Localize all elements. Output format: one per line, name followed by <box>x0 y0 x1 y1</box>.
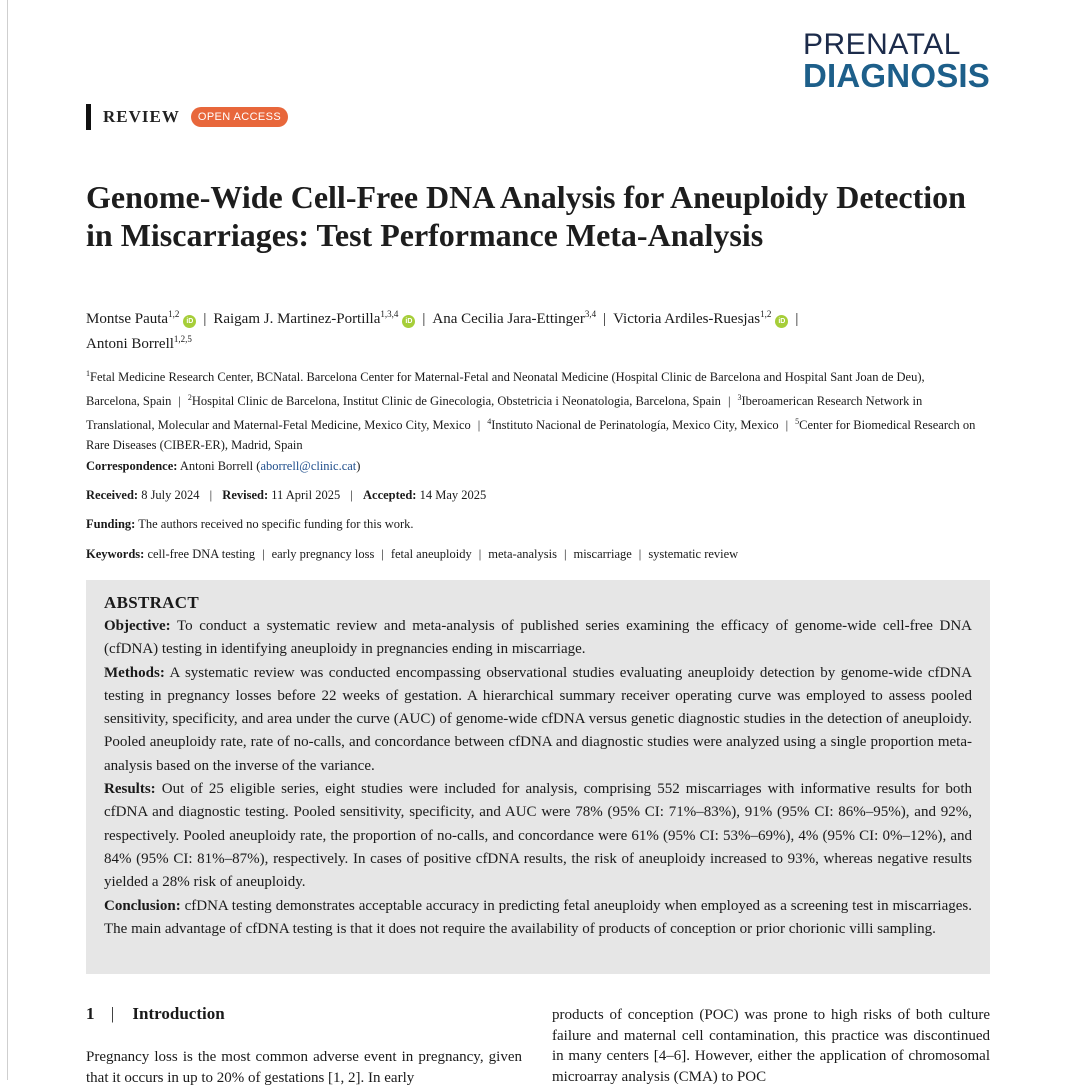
abstract-section-label: Results: <box>104 781 156 798</box>
affiliation-text: Instituto Nacional de Perinatología, Mexico City, Mexico <box>491 418 779 433</box>
keyword-separator: | <box>563 547 567 561</box>
open-access-badge[interactable]: OPEN ACCESS <box>191 107 288 127</box>
author-name: Antoni Borrell <box>86 336 174 352</box>
author <box>213 311 415 327</box>
article-title: Genome-Wide Cell-Free DNA Analysis for Aneuploidy Detection in Miscarriages: Test Performance Meta-Analysis <box>86 179 966 253</box>
abstract-section-text: cfDNA testing demonstrates acceptable accuracy in predicting fetal aneuploidy when employed as a screening test in miscarriages. The main advantage of cfDNA testing is that it does not require the availability of products of conception or prior chorionic villi sampling. <box>104 897 973 937</box>
journal-name-line2: DIAGNOSIS <box>803 57 990 94</box>
author-separator: | <box>795 311 799 327</box>
abstract-section-label: Objective: <box>104 618 171 634</box>
intro-left-column: Pregnancy loss is the most common adverse event in pregnancy, given that it occurs in up to 20% of gestations [1, 2]. In early <box>86 1049 522 1086</box>
keyword-separator: | <box>478 547 482 561</box>
funding-label: Funding: <box>86 517 136 531</box>
abstract-box <box>86 580 990 974</box>
article-dates <box>86 486 486 504</box>
keyword: meta-analysis <box>488 547 557 561</box>
received-date: 8 July 2024 <box>141 488 200 502</box>
author <box>613 311 788 327</box>
article-type <box>86 104 288 130</box>
received-label: Received: <box>86 488 139 502</box>
abstract-objective <box>104 615 972 662</box>
author-affiliation-marker: 1,2 <box>760 309 772 319</box>
date-separator: | <box>209 488 213 502</box>
article-type-bar <box>86 104 91 130</box>
affiliation-text: Hospital Clinic de Barcelona, Institut Clinic de Ginecologia, Obstetricia i Neonatologia, Barcelona, Spain <box>191 394 721 409</box>
funding <box>86 515 414 533</box>
author-separator: | <box>603 311 607 327</box>
affiliation-number: 4 <box>487 416 492 426</box>
abstract-conclusion <box>104 895 972 942</box>
affiliation-number: 5 <box>795 416 800 426</box>
keyword-separator: | <box>381 547 384 561</box>
orcid-icon[interactable]: iD <box>402 315 415 328</box>
introduction-heading <box>86 1004 225 1024</box>
author-separator: | <box>422 311 426 327</box>
funding-text: The authors received no specific funding for this work. <box>138 517 414 531</box>
accepted-label: Accepted: <box>363 488 417 502</box>
author <box>86 311 196 327</box>
author <box>432 311 596 327</box>
journal-logo <box>803 30 990 92</box>
author-affiliation-marker: 3,4 <box>584 309 597 319</box>
author-separator: | <box>203 311 207 327</box>
author <box>86 336 192 352</box>
accepted-date: 14 May 2025 <box>419 488 487 502</box>
keyword-separator: | <box>638 547 642 561</box>
keyword: systematic review <box>648 547 739 561</box>
section-number: 1 <box>86 1004 95 1023</box>
keyword: fetal aneuploidy <box>390 547 472 561</box>
affiliations <box>86 364 981 456</box>
keyword: early pregnancy loss <box>271 547 375 561</box>
orcid-icon[interactable]: iD <box>775 315 788 328</box>
page-edge-divider <box>7 0 8 1080</box>
affiliation-separator: | <box>178 394 181 409</box>
keyword: miscarriage <box>573 547 632 561</box>
abstract-section-text: To conduct a systematic review and meta-analysis of published series examining the efficacy of genome-wide cell-free DNA (cfDNA) testing in identifying aneuploidy in pregnancies ending in miscarriage. <box>104 618 972 658</box>
journal-name-line1: PRENATAL <box>803 28 961 61</box>
correspondence-email-link[interactable]: aborrell@clinic.cat <box>260 459 357 473</box>
affiliation-number: 2 <box>187 392 192 402</box>
author-name: Montse Pauta <box>86 311 169 327</box>
orcid-icon[interactable]: iD <box>183 315 196 328</box>
affiliation-separator: | <box>477 418 481 433</box>
affiliation-number: 1 <box>86 369 90 378</box>
author-affiliation-marker: 1,2,5 <box>173 334 192 344</box>
affiliation-text: Fetal Medicine Research Center, BCNatal. Barcelona Center for Maternal-Fetal and Neonatal Medicine (Hospital Clinic de Barcelona and Hospital Sant Joan de Deu), Barcelona, Spain <box>86 370 925 409</box>
abstract-heading: ABSTRACT <box>104 593 199 612</box>
revised-label: Revised: <box>222 488 269 502</box>
abstract-section-text: A systematic review was conducted encompassing observational studies evaluating aneuploidy detection by genome-wide cfDNA testing in pregnancy losses before 22 weeks of gestation. A hierarchical summary receiver operating curve was employed to assess pooled sensitivity, specificity, and area under the curve (AUC) of genome-wide cfDNA versus genetic diagnostic studies in the detection of aneuploidy. Pooled aneuploidy rate, rate of no-calls, and concordance between cfDNA and diagnostic studies were analyzed using a single proportion meta-analysis based on the inverse of the variance. <box>104 664 972 774</box>
affiliation <box>487 418 778 432</box>
correspondence-label: Correspondence: <box>86 459 178 473</box>
abstract-section-text: Out of 25 eligible series, eight studies were included for analysis, comprising 552 miscarriages with informative results for both cfDNA and diagnostic testing. Pooled sensitivity, specificity, and AUC were 78% (95% CI: 71%–83%), 91% (95% CI: 86%–95%), and 92%, respectively. Pooled aneuploidy rate, the proportion of no-calls, and concordance were 61% (95% CI: 53%–69%), 4% (95% CI: 0%–12%), and 84% (95% CI: 81%–87%), respectively. In cases of positive cfDNA results, the risk of aneuploidy increased to 93%, whereas negative results yielded a 28% risk of aneuploidy. <box>104 781 972 891</box>
affiliation <box>188 394 721 408</box>
correspondence-name: Antoni Borrell <box>179 459 254 473</box>
affiliation-separator: | <box>727 394 731 409</box>
abstract-section-label: Conclusion: <box>104 897 181 914</box>
author-list <box>86 304 986 354</box>
section-title: Introduction <box>132 1004 225 1023</box>
intro-right-column: products of conception (POC) was prone to high risks of both culture failure and maternal cell contamination, this practice was discontinued in many centers [4–6]. However, either the application of chromosomal microarray analysis (CMA) to POC <box>552 1007 990 1085</box>
revised-date: 11 April 2025 <box>271 488 341 502</box>
keyword-separator: | <box>262 547 265 561</box>
affiliation-separator: | <box>785 418 789 433</box>
affiliation-text: Center for Biomedical Research on Rare Diseases (CIBER-ER), Madrid, Spain <box>86 418 976 452</box>
article-type-label: REVIEW <box>103 107 180 126</box>
abstract-section-label: Methods: <box>104 664 165 681</box>
affiliation-text: Iberoamerican Research Network in Translational, Molecular and Maternal-Fetal Medicine, Mexico City, Mexico <box>86 394 923 433</box>
keywords-label: Keywords: <box>86 547 145 561</box>
correspondence: Correspondence: Antoni Borrell (aborrell@clinic.cat) <box>86 459 361 473</box>
affiliation-number: 3 <box>737 392 742 402</box>
author-name: Ana Cecilia Jara-Ettinger <box>432 311 585 327</box>
keyword: cell-free DNA testing <box>147 547 256 561</box>
date-separator: | <box>350 488 353 502</box>
abstract-methods <box>104 662 972 778</box>
author-name: Victoria Ardiles-Ruesjas <box>613 311 761 327</box>
section-bar: | <box>110 1004 115 1023</box>
author-name: Raigam J. Martinez-Portilla <box>213 311 381 327</box>
author-affiliation-marker: 1,2 <box>168 309 180 319</box>
author-affiliation-marker: 1,3,4 <box>380 309 399 319</box>
keywords <box>86 545 738 563</box>
abstract-results <box>104 778 972 894</box>
